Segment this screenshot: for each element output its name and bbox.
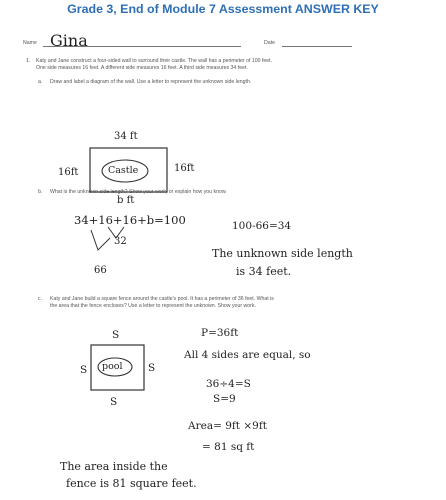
- page-title: Grade 3, End of Module 7 Assessment ANSWER KEY: [67, 2, 379, 16]
- equal-sides-note: All 4 sides are equal, so: [184, 349, 311, 361]
- partial-sum: 32: [114, 236, 127, 247]
- fence-right-label: S: [148, 362, 156, 374]
- part-b-letter: b.: [38, 189, 43, 195]
- part-b-prompt: What is the unknown side length? Show your work, or explain how you know.: [50, 189, 227, 195]
- subtraction-equation: 100-66=34: [232, 220, 292, 232]
- name-label: Name: [23, 40, 37, 46]
- fence-top-label: S: [112, 329, 120, 341]
- part-a-letter: a.: [38, 79, 43, 85]
- part-b-answer-line2: is 34 feet.: [236, 265, 292, 278]
- student-name: Gina: [50, 31, 88, 50]
- grouping-mark-66: [91, 230, 110, 250]
- bottom-side-label: b ft: [117, 195, 135, 206]
- addition-equation: 34+16+16+b=100: [74, 213, 186, 227]
- perimeter-statement: P=36ft: [201, 327, 239, 339]
- date-label: Date: [264, 40, 275, 46]
- left-side-label: 16ft: [58, 167, 79, 178]
- part-c-answer-line2: fence is 81 square feet.: [66, 477, 197, 490]
- part-a-prompt: Draw and label a diagram of the wall. Use a letter to represent the unknown side length.: [50, 79, 252, 85]
- area-result: = 81 sq ft: [202, 441, 255, 453]
- fence-left-label: S: [80, 364, 88, 376]
- part-c-prompt-line1: Katy and Jane build a square fence around the castle's pool. It has a perimeter of 36 feet. What is: [50, 296, 274, 302]
- fence-bottom-label: S: [110, 396, 118, 408]
- division-equation: 36÷4=S: [206, 378, 251, 390]
- part-b-answer-line1: The unknown side length: [212, 247, 353, 260]
- right-side-label: 16ft: [174, 163, 195, 174]
- problem-text-line1: Katy and Jane construct a four-sided wall to surround their castle. The wall has a perimeter of 100 feet.: [36, 58, 273, 64]
- side-value: S=9: [213, 393, 236, 405]
- problem-text-line2: One side measures 16 feet. A different side measures 16 feet. A third side measures 34 feet.: [36, 65, 248, 71]
- top-side-label: 34 ft: [114, 131, 138, 142]
- part-c-prompt-line2: the area that the fence encloses? Use a letter to represent the unknown. Show your work.: [50, 303, 256, 309]
- pool-label: pool: [102, 361, 123, 372]
- total-sum: 66: [94, 265, 107, 276]
- area-equation: Area= 9ft ×9ft: [188, 420, 267, 432]
- part-c-letter: c.: [38, 296, 43, 302]
- part-c-answer-line1: The area inside the: [60, 460, 168, 473]
- castle-label: Castle: [108, 165, 139, 176]
- problem-number: 1.: [26, 58, 31, 64]
